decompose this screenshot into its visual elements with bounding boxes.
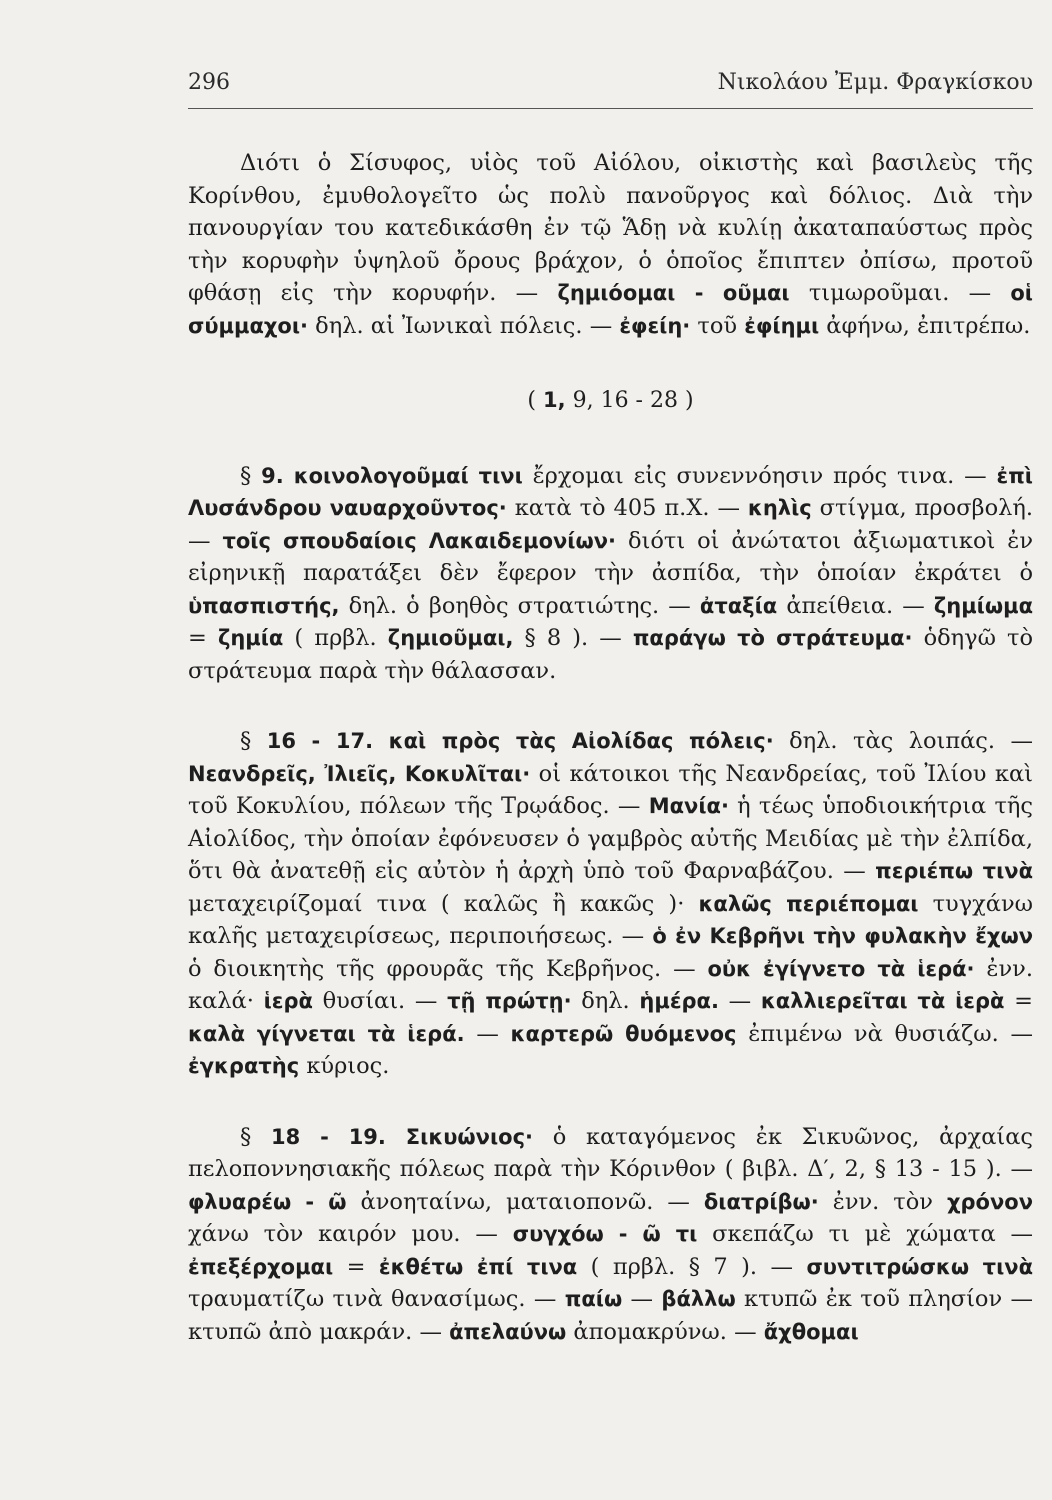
lemma: ἐπὶ Λυσάνδρου ναυαρχοῦντος· [188,463,1033,520]
text-run: δηλ. ὁ βοηθὸς στρατιώτης. — [339,592,700,619]
text-run: τραυματίζω τινὰ θανασίμως. — [188,1286,565,1312]
lemma: 16 - 17. καὶ πρὸς τὰς Αἰολίδας πόλεις· [266,729,774,753]
text-run: ἀπομακρύνω. — [566,1318,764,1345]
running-head-author: Νικολάου Ἐμμ. Φραγκίσκου [717,70,1033,95]
lemma: συντιτρώσκω τινὰ [806,1254,1033,1279]
text-run: ἔρχομαι εἰς συνεννόησιν πρός τινα. — [522,462,997,489]
lemma: ἐφίημι [744,313,820,338]
text-run: θυσίαι. — [312,988,448,1014]
text-run: διότι οἱ ἀνώτατοι ἀξιωματικοὶ ἐν εἰρηνικῇ παρατάξει δὲν ἔφερον τὴν ἀσπίδα, τὴν ὁποίαν ἐκράτει ὁ [188,527,1034,586]
lemma: ζημιοῦμαι, [387,626,514,650]
text-run: = [333,1253,379,1280]
text-run: κύριος. [299,1053,390,1079]
lemma: ὁ ἐν Κεβρῆνι τὴν φυλακὴν ἔχων [652,924,1033,948]
text-run: χάνω τὸν καιρόν μου. — [188,1221,513,1247]
lemma: οὐκ ἐγίγνετο τὰ ἱερά· [707,956,975,981]
lemma: συγχόω - ῶ τι [512,1222,698,1246]
text-run: τιμωροῦμαι. — [789,280,1011,306]
section-mark: § [240,1123,271,1150]
section-9 [188,460,1033,688]
text-run: ὁ καταγόμενος ἐκ Σικυῶνος, ἀρχαίας πελοποννησιακῆς πόλεως παρὰ τὴν Κόρινθον ( βιβλ. Δ′, 2, § 13 - 15 ). — [188,1123,1033,1182]
text-run: ( πρβλ. [283,625,388,651]
section-mark: § [240,728,267,754]
lemma: καλῶς περιέπομαι [698,891,919,916]
lemma: παίω [564,1287,623,1311]
section-reference [188,384,1033,418]
lemma: ἐφείη· [619,313,691,338]
text-run: σκεπάζω τι μὲ χώματα — [697,1221,1033,1247]
text-run: στίγμα, προσβολή. — [188,495,1034,554]
lemma: 18 - 19. Σικυώνιος· [270,1124,534,1149]
text-run: ἐπιμένω νὰ θυσιάζω. — [736,1020,1033,1047]
paragraph-sisyphus [188,147,1033,342]
text-run: ἀπείθεια. — [777,592,934,619]
lemma: Νεανδρεῖς, Ἰλιεῖς, Κοκυλῖται· [188,761,531,786]
lemma: βάλλω [661,1287,736,1311]
text-run: ὁ διοικητὴς τῆς φρουρᾶς τῆς Κεβρῆνος. — [188,955,708,982]
text-run: ἀφήνω, ἐπιτρέπω. [819,312,1031,339]
lemma: ζημίωμα [933,593,1033,618]
text-run: ὁδηγῶ τὸ στράτευμα παρὰ τὴν θάλασσαν. [188,625,1034,684]
text-run: δηλ. [571,988,640,1014]
text-run: ἀνοηταίνω, ματαιοπονῶ. — [346,1188,704,1215]
lemma: ἱερὰ [263,989,313,1013]
text-run: = [1004,988,1034,1014]
text-run: ἐνν. τὸν [818,1188,947,1215]
text-run: — [622,1286,662,1312]
text-run: δηλ. τὰς λοιπάς. — [773,728,1034,754]
commentary-body [188,147,1033,1348]
text-run: § 8 ). — [513,625,633,651]
lemma: χρόνον [946,1189,1033,1214]
text-run: κατὰ τὸ 405 π.Χ. — [506,495,748,521]
lemma: ἀπελαύνω [449,1319,567,1344]
lemma: 9. κοινολογοῦμαί τινι [261,463,523,488]
lemma: ζημία [217,626,284,650]
text-run: μεταχειρίζομαί τινα ( καλῶς ἢ κακῶς )· [188,890,699,917]
text-run: τοῦ [690,312,745,339]
text-run: 9, 16 - 28 ) [565,388,694,413]
lemma: καλλιερεῖται τὰ ἱερὰ [760,989,1005,1013]
page-number: 296 [188,70,230,95]
lemma: παράγω τὸ στράτευμα· [632,626,913,650]
header-rule [188,108,1033,109]
text-run: = [188,625,218,651]
lemma: οἱ σύμμαχοι· [188,281,1033,338]
text-run: ἡ τέως ὑποδιοικήτρια τῆς Αἰολίδος, τὴν ὁποίαν ἐφόνευσεν ὁ γαμβρὸς αὐτῆς Μειδίας μὲ τὴν ἐλπίδα, ὅτι θὰ ἀνατεθῇ εἰς αὐτὸν ἡ ἀρχὴ ὑπὸ τοῦ Φαρναβάζου. — [188,793,1033,884]
text-run: ( [527,388,543,413]
lemma: τοῖς σπουδαίοις Λακαιδεμονίων· [222,528,617,553]
text-run: — [718,988,761,1014]
text-run: τυγχάνω καλῆς μεταχειρίσεως, περιποιήσεως. — [188,890,1034,949]
lemma: Μανία· [648,794,729,818]
lemma: καρτερῶ θυόμενος [510,1021,737,1046]
lemma: τῇ πρώτῃ· [447,989,572,1013]
lemma: ἐκθέτω ἐπί τινα [378,1254,578,1279]
text-run: ἐνν. καλά· [188,955,1034,1014]
text-run: ( πρβλ. § 7 ). — [577,1253,807,1280]
lemma: ἡμέρα. [639,989,719,1013]
reference-book: 1, [543,388,566,412]
text-run: Διότι ὁ Σίσυφος, υἱὸς τοῦ Αἰόλου, οἰκιστὴς καὶ βασιλεὺς τῆς Κορίνθου, ἐμυθολογεῖτο ὡς πολὺ πανοῦργος καὶ δόλιος. Διὰ τὴν πανουργίαν του κατεδικάσθη ἐν τῷ Ἅδῃ νὰ κυλίῃ ἀκαταπαύστως πρὸς τὴν κορυφὴν ὑψηλοῦ ὄρους βράχον, ὁ ὁποῖος ἔπιπτεν ὀπίσω, προτοῦ φθάσῃ εἰς τὴν κορυφήν. — [188,150,1033,306]
lemma: ἄχθομαι [763,1319,859,1344]
lemma: καλὰ γίγνεται τὰ ἱερά. [188,1021,465,1046]
lemma: κηλὶς [747,496,812,520]
lemma: ὑπασπιστής, [188,593,340,618]
lemma: ἐγκρατὴς [188,1054,300,1078]
text-run: δηλ. αἱ Ἰωνικαὶ πόλεις. — [308,312,620,339]
lemma: περιέπω τινὰ [875,859,1033,883]
lemma: διατρίβω· [703,1189,819,1214]
section-18-19 [188,1121,1033,1349]
lemma: ἀταξία [699,593,778,618]
section-mark: § [240,462,262,489]
lemma: ζημιόομαι - οῦμαι [557,281,790,305]
text-run: κτυπῶ ἐκ τοῦ πλησίον — κτυπῶ ἀπὸ μακράν. — [188,1286,1033,1345]
text-run: — [464,1020,511,1047]
section-16-17 [188,725,1033,1083]
text-run: οἱ κάτοικοι τῆς Νεανδρείας, τοῦ Ἰλίου καὶ τοῦ Κοκυλίου, πόλεων τῆς Τρῳάδος. — [188,760,1033,819]
lemma: φλυαρέω - ῶ [188,1189,347,1214]
lemma: ἐπεξέρχομαι [188,1254,334,1279]
